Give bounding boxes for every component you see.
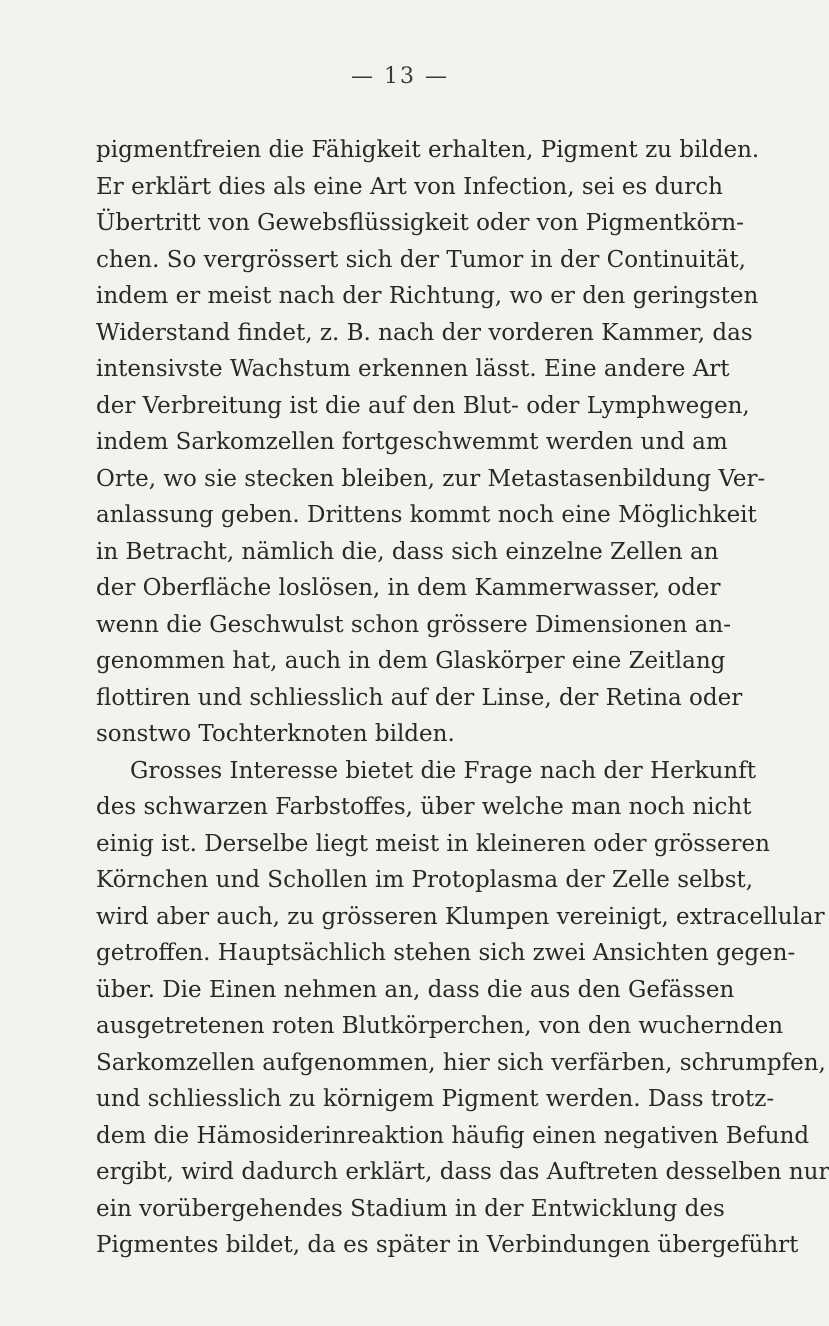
text-line: einig ist. Derselbe liegt meist in kleineren oder grösseren: [96, 830, 770, 857]
text-line: der Verbreitung ist die auf den Blut- oder Lymphwegen,: [96, 392, 750, 419]
text-line: sonstwo Tochterknoten bilden.: [96, 721, 455, 747]
text-line: der Oberfläche loslösen, in dem Kammerwasser, oder: [96, 575, 721, 601]
text-line: intensivste Wachstum erkennen lässt. Eine andere Art: [96, 356, 730, 382]
text-line: Pigmentes bildet, da es später in Verbindungen übergeführt: [96, 1232, 799, 1258]
text-line: in Betracht, nämlich die, dass sich einzelne Zellen an: [96, 538, 719, 565]
text-line: anlassung geben. Drittens kommt noch eine Möglichkeit: [96, 502, 757, 528]
text-line: Sarkomzellen aufgenommen, hier sich verfärben, schrumpfen,: [96, 1049, 826, 1076]
text-line: wird aber auch, zu grösseren Klumpen vereinigt, extracellular: [96, 903, 825, 930]
text-line: ein vorübergehendes Stadium in der Entwicklung des: [96, 1195, 725, 1222]
page-number: — 13 —: [351, 64, 449, 89]
text-line: dem die Hämosiderinreaktion häufig einen negativen Befund: [96, 1122, 810, 1149]
text-line: Widerstand findet, z. B. nach der vorderen Kammer, das: [96, 319, 753, 346]
text-line: ausgetretenen roten Blutkörperchen, von den wuchernden: [96, 1013, 784, 1039]
text-line: Körnchen und Schollen im Protoplasma der Zelle selbst,: [96, 867, 754, 893]
body-text: [96, 132, 829, 1264]
text-line: und schliesslich zu körnigem Pigment werden. Dass trotz-: [96, 1086, 775, 1112]
text-line: indem Sarkomzellen fortgeschwemmt werden und am: [96, 429, 728, 455]
text-line: pigmentfreien die Fähigkeit erhalten, Pigment zu bilden.: [96, 137, 760, 163]
text-line: Orte, wo sie stecken bleiben, zur Metastasenbildung Ver-: [96, 465, 766, 492]
text-line: indem er meist nach der Richtung, wo er den geringsten: [96, 283, 759, 309]
text-line: chen. So vergrössert sich der Tumor in der Continuität,: [96, 246, 746, 273]
text-line: genommen hat, auch in dem Glaskörper eine Zeitlang: [96, 648, 726, 674]
text-line: Er erklärt dies als eine Art von Infection, sei es durch: [96, 173, 723, 200]
text-line: flottiren und schliesslich auf der Linse, der Retina oder: [96, 684, 743, 711]
text-line: Grosses Interesse bietet die Frage nach der Herkunft: [130, 757, 756, 784]
text-line: Übertritt von Gewebsflüssigkeit oder von Pigmentkörn-: [96, 210, 745, 236]
text-line: wenn die Geschwulst schon grössere Dimensionen an-: [96, 611, 731, 638]
text-line: getroffen. Hauptsächlich stehen sich zwei Ansichten gegen-: [96, 940, 796, 966]
text-line: über. Die Einen nehmen an, dass die aus den Gefässen: [96, 976, 735, 1003]
text-line: des schwarzen Farbstoffes, über welche man noch nicht: [96, 794, 752, 820]
text-line: ergibt, wird dadurch erklärt, dass das Auftreten desselben nur: [96, 1159, 829, 1185]
